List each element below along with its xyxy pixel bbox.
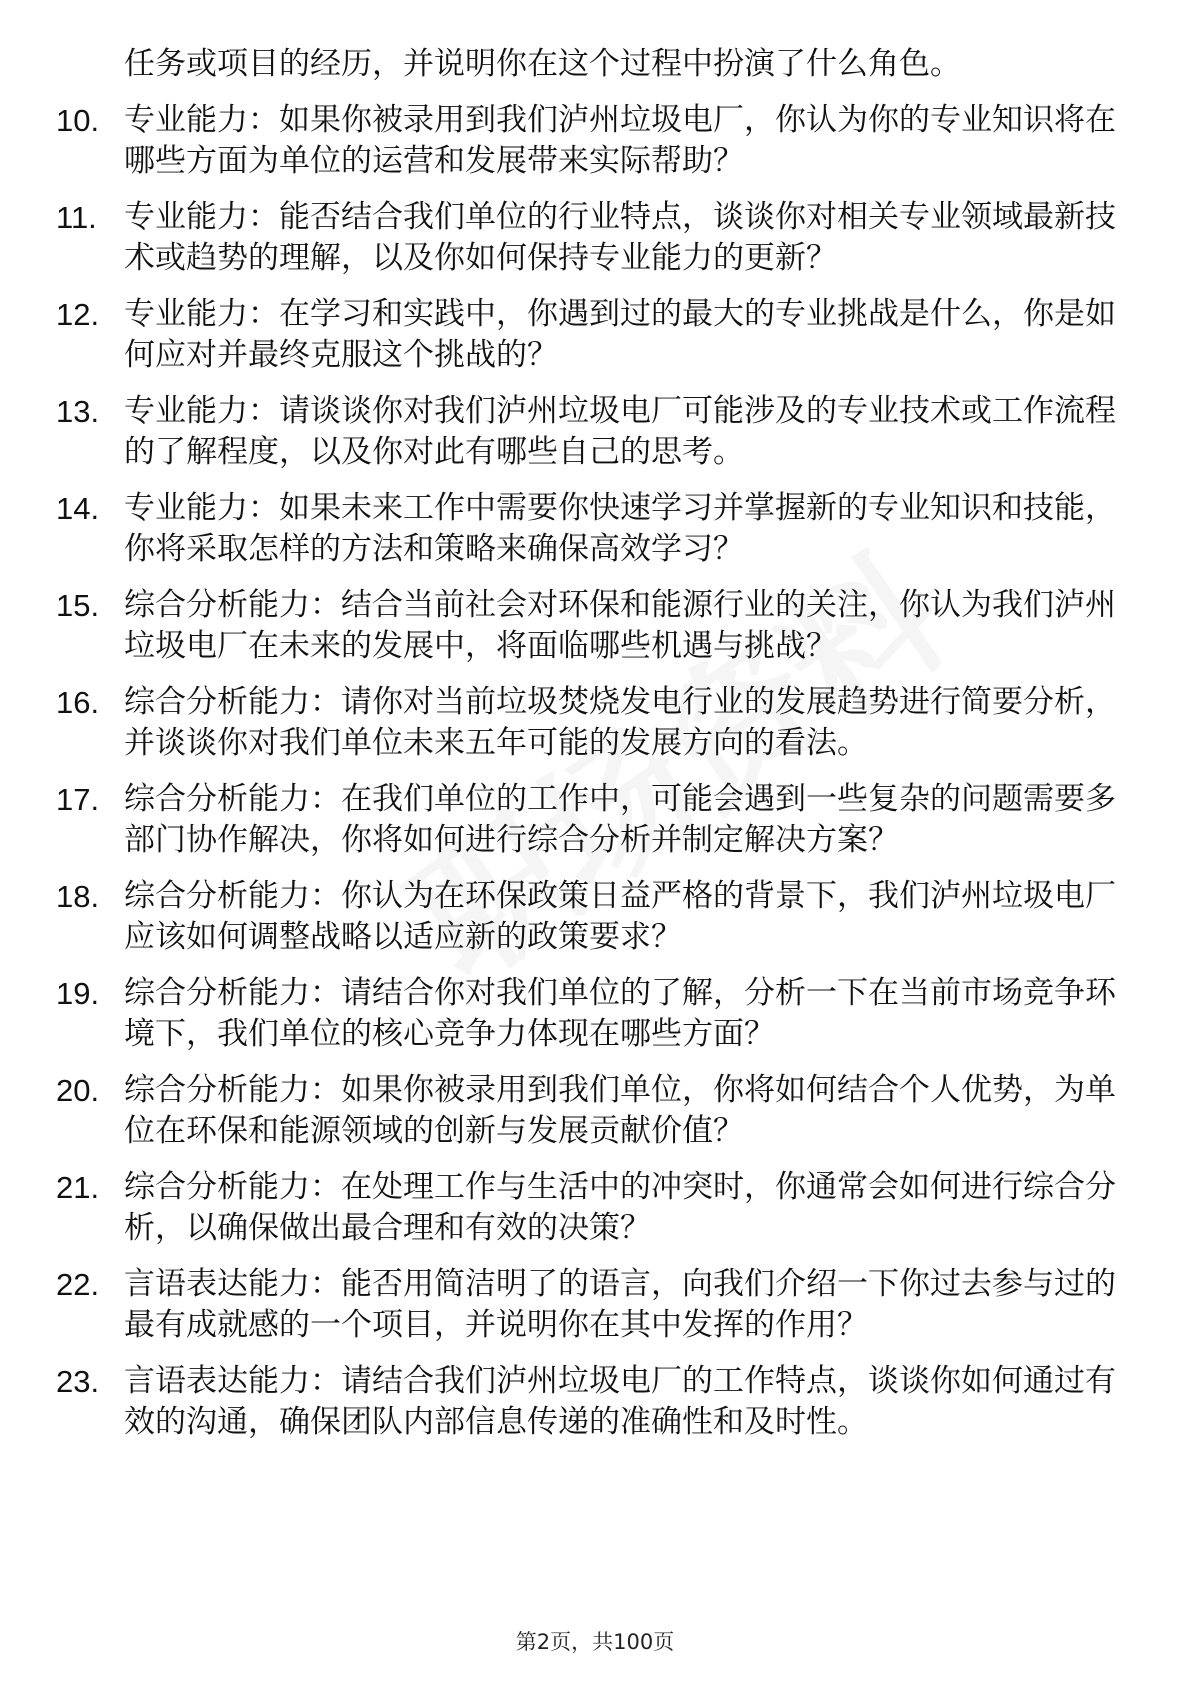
question-text: 综合分析能力：请你对当前垃圾焚烧发电行业的发展趋势进行简要分析，并谈谈你对我们单位未来五年可能的发展方向的看法。 [124, 684, 1116, 761]
question-number: 15. [56, 588, 100, 623]
question-number: 21. [56, 1170, 100, 1205]
question-text: 言语表达能力：能否用简洁明了的语言，向我们介绍一下你过去参与过的最有成就感的一个项目，并说明你在其中发挥的作用？ [124, 1266, 1116, 1343]
question-text: 综合分析能力：结合当前社会对环保和能源行业的关注，你认为我们泸州垃圾电厂在未来的发展中，将面临哪些机遇与挑战？ [124, 587, 1116, 664]
question-text: 综合分析能力：你认为在环保政策日益严格的背景下，我们泸州垃圾电厂应该如何调整战略以适应新的政策要求？ [124, 878, 1116, 955]
question-list [56, 100, 1116, 1443]
page-footer: 第2页，共100页 [515, 1630, 675, 1654]
question-item [56, 1167, 1116, 1249]
question-number: 10. [56, 103, 100, 138]
question-item [56, 197, 1116, 279]
question-number: 11. [56, 200, 97, 235]
question-item [56, 585, 1116, 667]
question-number: 22. [56, 1267, 100, 1302]
question-number: 12. [56, 297, 100, 332]
question-number: 14. [56, 491, 100, 526]
question-text: 专业能力：在学习和实践中，你遇到过的最大的专业挑战是什么，你是如何应对并最终克服这个挑战的？ [124, 296, 1116, 373]
question-text: 综合分析能力：在我们单位的工作中，可能会遇到一些复杂的问题需要多部门协作解决，你将如何进行综合分析并制定解决方案？ [124, 781, 1116, 858]
question-text: 综合分析能力：如果你被录用到我们单位，你将如何结合个人优势，为单位在环保和能源领域的创新与发展贡献价值？ [124, 1072, 1116, 1149]
question-item [56, 973, 1116, 1055]
question-text: 专业能力：能否结合我们单位的行业特点，谈谈你对相关专业领域最新技术或趋势的理解，以及你如何保持专业能力的更新？ [124, 199, 1116, 276]
question-item [56, 682, 1116, 764]
question-text: 言语表达能力：请结合我们泸州垃圾电厂的工作特点，谈谈你如何通过有效的沟通，确保团队内部信息传递的准确性和及时性。 [124, 1363, 1116, 1440]
question-number: 20. [56, 1073, 100, 1108]
question-number: 18. [56, 879, 100, 914]
question-item [56, 1264, 1116, 1346]
question-number: 17. [56, 782, 100, 817]
question-number: 16. [56, 685, 100, 720]
question-item [56, 488, 1116, 570]
continuation-text: 任务或项目的经历，并说明你在这个过程中扮演了什么角色。 [124, 46, 961, 82]
question-text: 综合分析能力：在处理工作与生活中的冲突时，你通常会如何进行综合分析，以确保做出最合理和有效的决策？ [124, 1169, 1116, 1246]
question-item [56, 779, 1116, 861]
question-item [56, 1070, 1116, 1152]
document-page [56, 44, 1116, 1458]
question-item [56, 1361, 1116, 1443]
question-item [56, 294, 1116, 376]
question-number: 23. [56, 1364, 100, 1399]
question-text: 综合分析能力：请结合你对我们单位的了解，分析一下在当前市场竞争环境下，我们单位的核心竞争力体现在哪些方面？ [124, 975, 1116, 1052]
question-item [56, 391, 1116, 473]
question-text: 专业能力：请谈谈你对我们泸州垃圾电厂可能涉及的专业技术或工作流程的了解程度，以及你对此有哪些自己的思考。 [124, 393, 1116, 470]
question-item [56, 100, 1116, 182]
question-number: 13. [56, 394, 100, 429]
question-item [56, 876, 1116, 958]
question-text: 专业能力：如果你被录用到我们泸州垃圾电厂，你认为你的专业知识将在哪些方面为单位的运营和发展带来实际帮助？ [124, 102, 1116, 179]
question-number: 19. [56, 976, 100, 1011]
question-text: 专业能力：如果未来工作中需要你快速学习并掌握新的专业知识和技能，你将采取怎样的方法和策略来确保高效学习？ [124, 490, 1116, 567]
